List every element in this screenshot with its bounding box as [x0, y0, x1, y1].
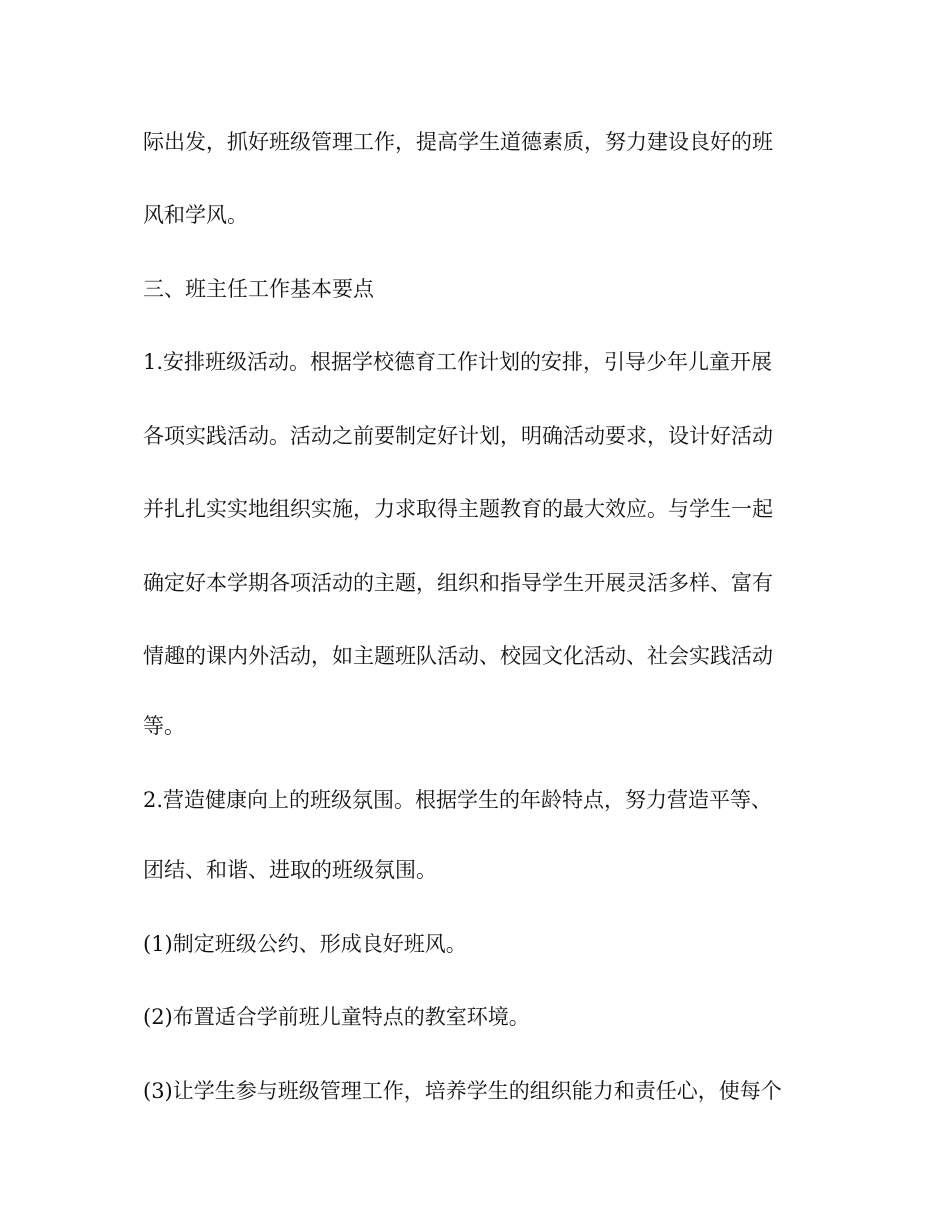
list-item: (2)布置适合学前班儿童特点的教室环境。 [143, 1005, 530, 1029]
paragraph-line: 团结、和谐、进取的班级氛围。 [143, 858, 437, 882]
list-item: (3)让学生参与班级管理工作，培养学生的组织能力和责任心，使每个 [143, 1079, 782, 1103]
paragraph-line: 等。 [143, 714, 185, 738]
section-heading: 三、班主任工作基本要点 [143, 277, 374, 301]
paragraph-line: 风和学风。 [143, 203, 248, 227]
paragraph-line: 并扎扎实实地组织实施，力求取得主题教育的最大效应。与学生一起 [143, 497, 773, 521]
paragraph-line: 2.营造健康向上的班级氛围。根据学生的年龄特点，努力营造平等、 [143, 788, 773, 812]
paragraph-line: 际出发，抓好班级管理工作，提高学生道德素质，努力建设良好的班 [143, 130, 773, 154]
paragraph-line: 情趣的课内外活动，如主题班队活动、校园文化活动、社会实践活动 [143, 644, 773, 668]
paragraph-line: 确定好本学期各项活动的主题，组织和指导学生开展灵活多样、富有 [143, 571, 773, 595]
list-item: (1)制定班级公约、形成良好班风。 [143, 932, 467, 956]
paragraph-line: 1.安排班级活动。根据学校德育工作计划的安排，引导少年儿童开展 [143, 350, 773, 374]
paragraph-line: 各项实践活动。活动之前要制定好计划，明确活动要求，设计好活动 [143, 424, 773, 448]
